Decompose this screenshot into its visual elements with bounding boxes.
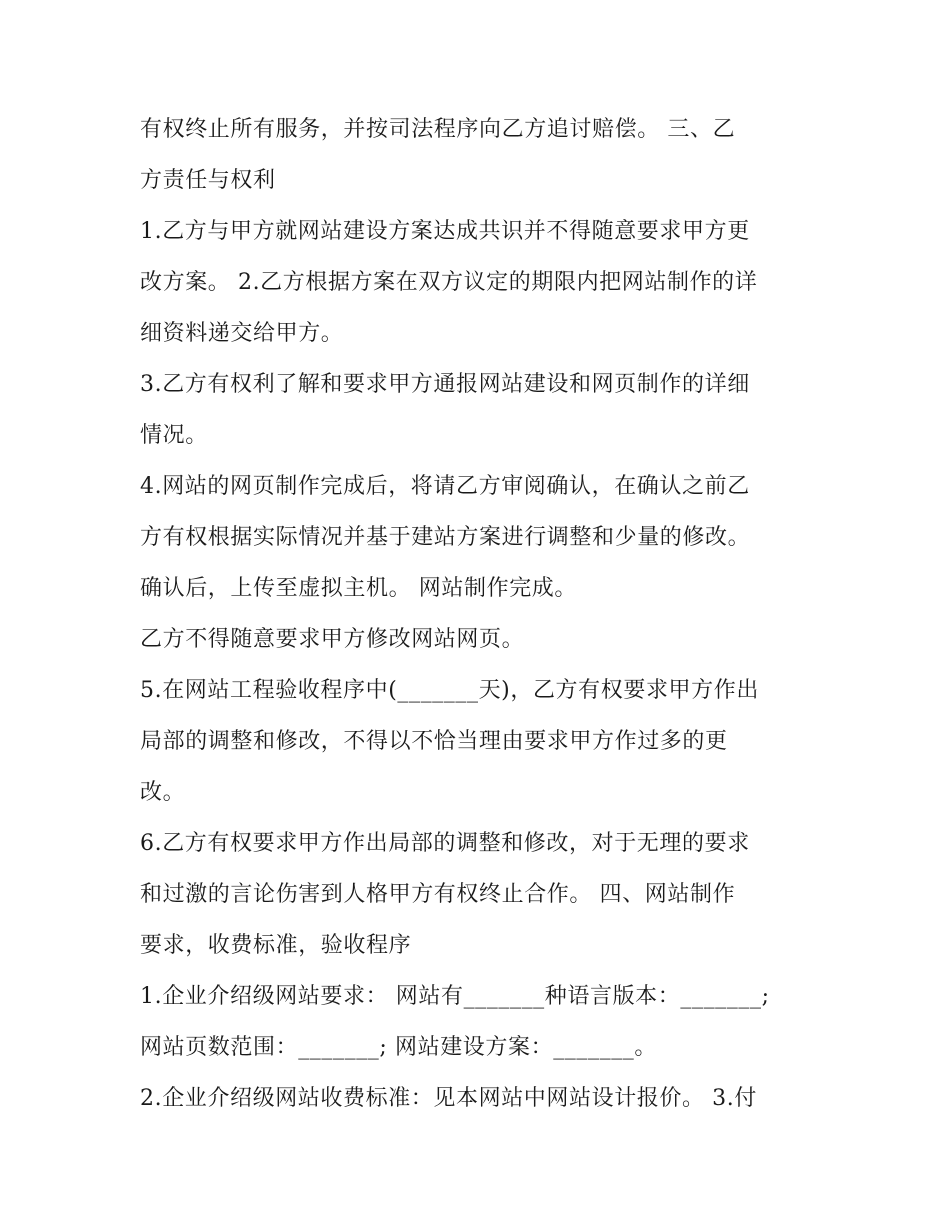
text-line: 确认后，上传至虚拟主机。 网站制作完成。 <box>140 576 577 601</box>
text-line: 4.网站的网页制作完成后，将请乙方审阅确认，在确认之前乙 <box>140 474 750 499</box>
text-line: 1.乙方与甲方就网站建设方案达成共识并不得随意要求甲方更 <box>140 219 750 244</box>
text-line: 方有权根据实际情况并基于建站方案进行调整和少量的修改。 <box>140 525 751 550</box>
text-line: 有权终止所有服务，并按司法程序向乙方追讨赔偿。 三、乙 <box>140 117 736 142</box>
text-line: 2.企业介绍级网站收费标准：见本网站中网站设计报价。 3.付 <box>140 1086 757 1111</box>
text-line: 和过激的言论伤害到人格甲方有权终止合作。 四、网站制作 <box>140 882 736 907</box>
text-line: 1.企业介绍级网站要求： 网站有_______种语言版本：_______; <box>140 984 770 1009</box>
text-line: 细资料递交给甲方。 <box>140 321 344 346</box>
text-line: 5.在网站工程验收程序中(_______天)，乙方有权要求甲方作出 <box>140 678 759 703</box>
text-line: 乙方不得随意要求甲方修改网站网页。 <box>140 627 525 652</box>
text-line: 6.乙方有权要求甲方作出局部的调整和修改，对于无理的要求 <box>140 831 750 856</box>
text-line: 改。 <box>140 780 186 805</box>
text-line: 要求，收费标准，验收程序 <box>140 933 412 958</box>
text-line: 网站页数范围：_______; 网站建设方案：_______。 <box>140 1035 658 1060</box>
text-line: 局部的调整和修改，不得以不恰当理由要求甲方作过多的更 <box>140 729 728 754</box>
text-line: 方责任与权利 <box>140 168 276 193</box>
text-line: 情况。 <box>140 423 208 448</box>
text-line: 改方案。 2.乙方根据方案在双方议定的期限内把网站制作的详 <box>140 270 758 295</box>
text-line: 3.乙方有权利了解和要求甲方通报网站建设和网页制作的详细 <box>140 372 750 397</box>
